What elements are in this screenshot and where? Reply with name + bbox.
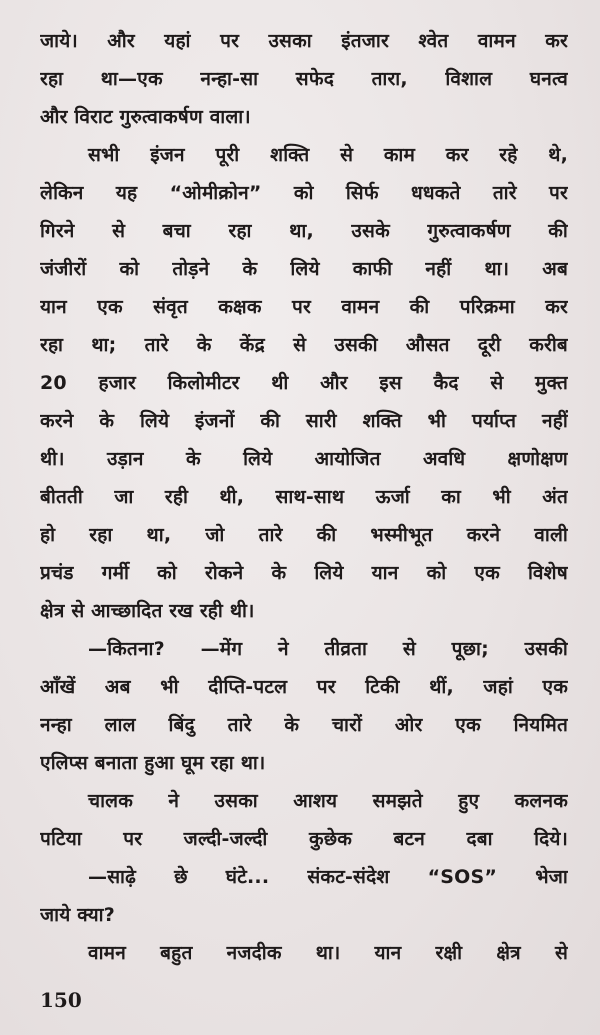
text-line: —साढ़े छे घंटे... संकट-संदेश “SOS” भेजा [88,866,568,888]
text-line: हो रहा था, जो तारे की भस्मीभूत करने वाली [40,524,568,546]
text-line: बीतती जा रही थी, साथ-साथ ऊर्जा का भी अंत [40,486,568,508]
text-line: 20 हजार किलोमीटर थी और इस कैद से मुक्त [40,372,568,394]
text-line: थी। उड़ान के लिये आयोजित अवधि क्षणोक्षण [40,448,568,470]
text-line: यान एक संवृत कक्षक पर वामन की परिक्रमा कर [40,296,568,318]
body-text [40,22,568,972]
text-line: जाये। और यहां पर उसका इंतजार श्वेत वामन कर [40,30,568,52]
text-line: क्षेत्र से आच्छादित रख रही थी। [40,600,255,622]
text-line: —कितना? —मेंग ने तीव्रता से पूछा; उसकी [88,638,568,660]
page-number: 150 [40,988,82,1012]
text-line: करने के लिये इंजनों की सारी शक्ति भी पर्याप्त नहीं [40,410,568,432]
text-line: वामन बहुत नजदीक था। यान रक्षी क्षेत्र से [88,942,568,964]
text-line: पटिया पर जल्दी-जल्दी कुछेक बटन दबा दिये। [40,828,568,850]
text-line: चालक ने उसका आशय समझते हुए कलनक [88,790,568,812]
text-line: आँखें अब भी दीप्ति-पटल पर टिकी थीं, जहां एक [40,676,568,698]
text-line: नन्हा लाल बिंदु तारे के चारों ओर एक नियमित [40,714,568,736]
text-line: रहा था; तारे के केंद्र से उसकी औसत दूरी करीब [40,334,568,356]
text-line: गिरने से बचा रहा था, उसके गुरुत्वाकर्षण की [40,220,568,242]
text-line: सभी इंजन पूरी शक्ति से काम कर रहे थे, [88,144,568,166]
text-line: और विराट गुरुत्वाकर्षण वाला। [40,106,251,128]
text-line: जंजीरों को तोड़ने के लिये काफी नहीं था। अब [40,258,568,280]
text-line: जाये क्या? [40,904,115,926]
text-line: एलिप्स बनाता हुआ घूम रहा था। [40,752,266,774]
text-line: रहा था—एक नन्हा-सा सफेद तारा, विशाल घनत्व [40,68,568,90]
text-line: लेकिन यह “ओमीक्रोन” को सिर्फ धधकते तारे पर [40,182,568,204]
text-line: प्रचंड गर्मी को रोकने के लिये यान को एक विशेष [40,562,568,584]
